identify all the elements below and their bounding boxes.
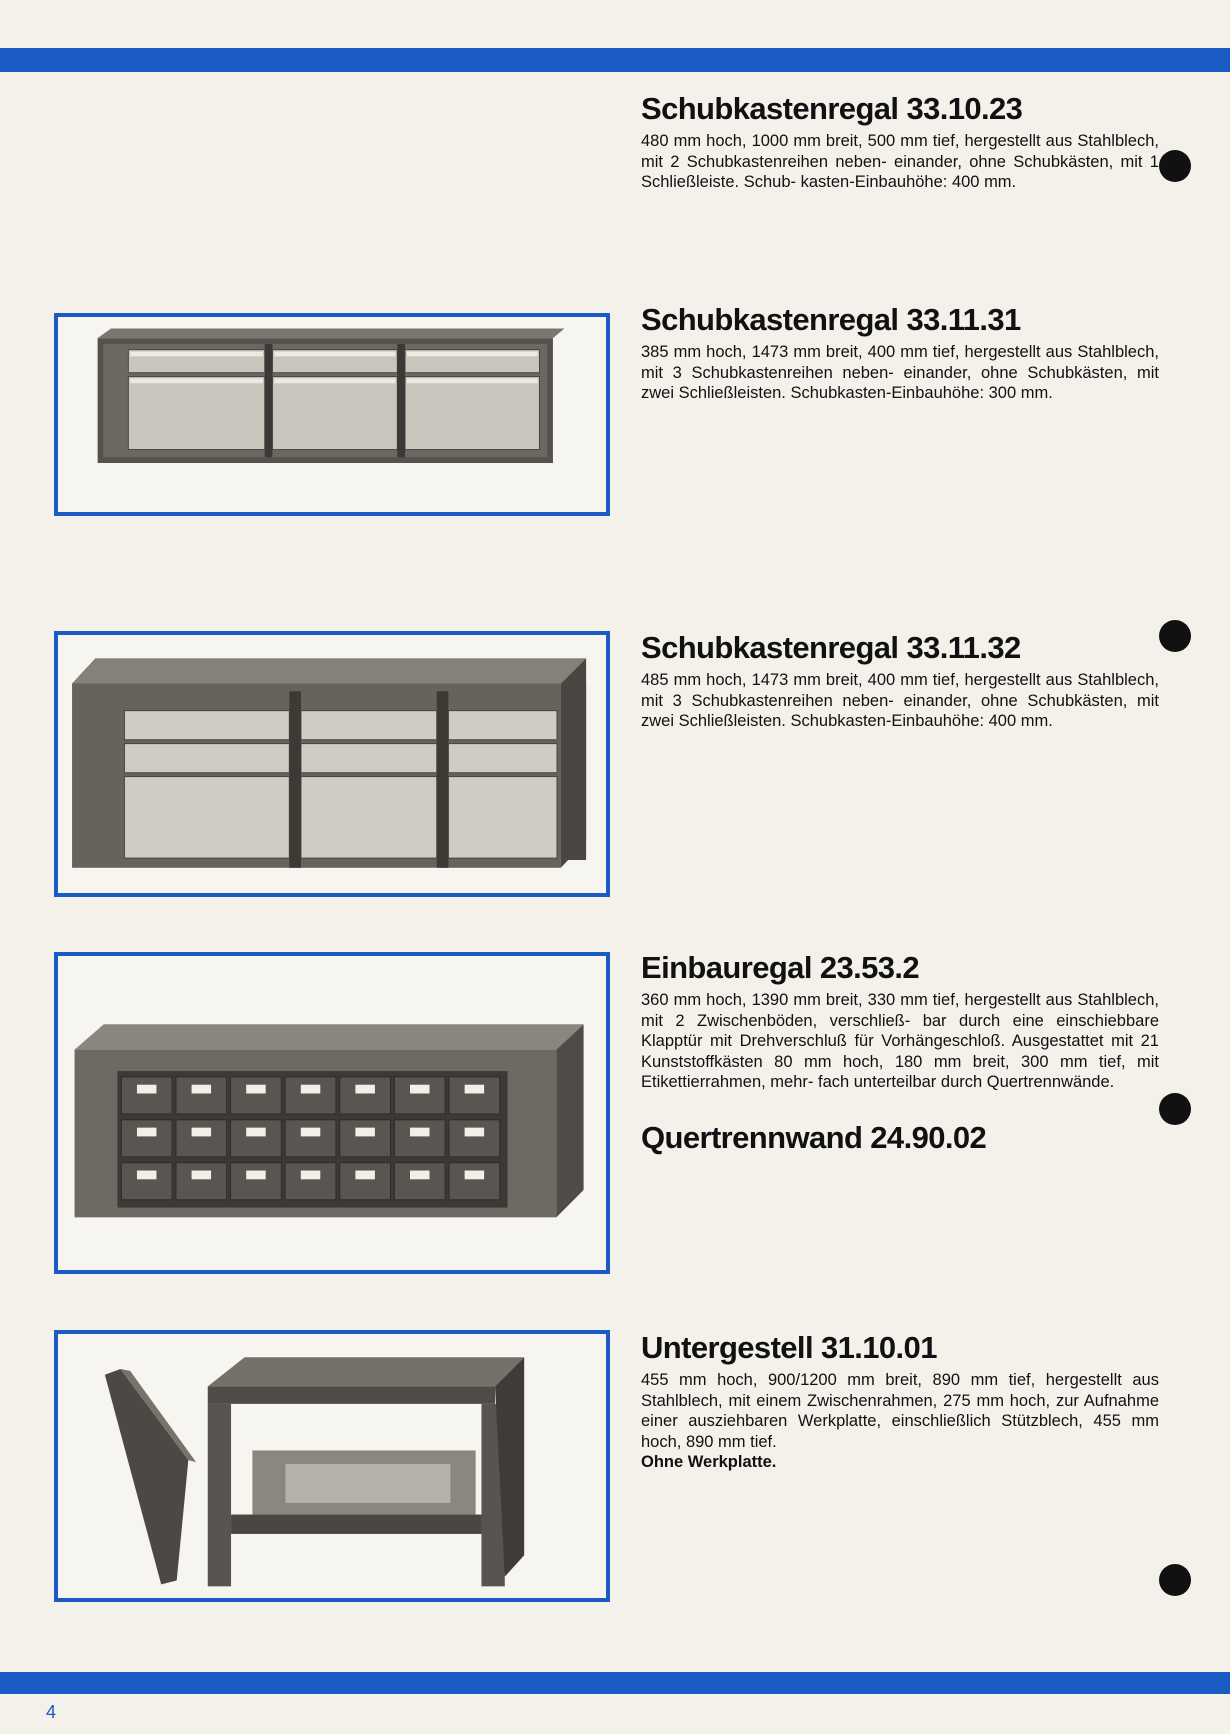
drawer-cabinet-3-columns-illustration — [58, 317, 606, 512]
entry-title: Einbauregal 23.53.2 — [641, 950, 920, 985]
storage-bin — [176, 1163, 227, 1200]
bin-label-holder — [355, 1085, 375, 1094]
bin-label-holder — [465, 1085, 485, 1094]
entry-line: bar durch eine einschiebbare Klapptür mit Drehverschluß für — [641, 1011, 1159, 1050]
page-number: 4 — [46, 1702, 57, 1722]
bin-label-holder — [137, 1128, 157, 1137]
storage-bin — [231, 1077, 282, 1114]
binder-hole — [1159, 620, 1191, 652]
storage-bin — [285, 1163, 336, 1200]
bin-label-holder — [137, 1171, 157, 1180]
binder-hole — [1159, 1093, 1191, 1125]
bin-label-holder — [137, 1085, 157, 1094]
base-frame-illustration — [58, 1334, 606, 1598]
entry-line: 485 mm hoch, 1473 mm breit, 400 mm tief, — [641, 671, 960, 689]
bin-label-holder — [355, 1171, 375, 1180]
photo-einbauregal-23-53-2 — [54, 952, 610, 1274]
drawer-cabinet-tall-3-columns-illustration — [58, 635, 606, 893]
bin-label-holder — [246, 1128, 266, 1137]
entry-line: 360 mm hoch, 1390 mm breit, 330 mm tief, — [641, 991, 960, 1009]
entry-line: einander, ohne Schubkästen, mit 1 Schließleiste. Schub- — [641, 152, 1159, 191]
bin-label-holder — [301, 1171, 321, 1180]
entry-description — [641, 670, 1159, 732]
storage-bin — [449, 1163, 500, 1200]
photo-schubkastenregal-33-11-31 — [54, 313, 610, 516]
bin-label-holder — [246, 1085, 266, 1094]
entry-schubkastenregal-33-10-23 — [641, 91, 1159, 193]
entry-line: hergestellt aus Stahlblech, mit 2 Schubkastenreihen neben- — [641, 132, 1159, 171]
entry-line: 275 mm hoch, zur Aufnahme einer ausziehbaren Werkplatte, — [641, 1391, 1159, 1430]
storage-bin — [231, 1120, 282, 1157]
entry-schubkastenregal-33-11-32 — [641, 630, 1159, 732]
entry-schubkastenregal-33-11-31 — [641, 302, 1159, 404]
entry-line: hergestellt aus Stahlblech, mit 2 Zwischenböden, verschließ- — [641, 991, 1159, 1030]
bin-label-holder — [465, 1128, 485, 1137]
entry-line: einander, ohne Schubkästen, mit zwei Schließleisten. — [641, 363, 1159, 402]
entry-description — [641, 342, 1159, 404]
photo-schubkastenregal-33-11-32 — [54, 631, 610, 897]
entry-line: einander, ohne Schubkästen, mit zwei Schließleisten. — [641, 691, 1159, 730]
entry-description — [641, 131, 1159, 193]
storage-bin — [231, 1163, 282, 1200]
binder-hole — [1159, 150, 1191, 182]
storage-bin — [176, 1120, 227, 1157]
entry-quertrennwand-24-90-02 — [641, 1120, 1159, 1160]
bin-label-holder — [246, 1171, 266, 1180]
storage-bin — [394, 1163, 445, 1200]
entry-title: Schubkastenregal 33.10.23 — [641, 91, 1023, 126]
entry-line: hoch, 180 mm breit, 300 mm tief, mit Etikettierrahmen, mehr- — [641, 1052, 1160, 1091]
entry-einbauregal-23-53-2 — [641, 950, 1159, 1093]
storage-bin — [121, 1163, 172, 1200]
storage-bin — [449, 1120, 500, 1157]
bin-label-holder — [192, 1085, 212, 1094]
entry-description — [641, 990, 1159, 1093]
entry-title: Schubkastenregal 33.11.31 — [641, 302, 1021, 337]
entry-description — [641, 1370, 1159, 1452]
entry-line: 385 mm hoch, 1473 mm breit, 400 mm tief, — [641, 343, 960, 361]
entry-line: kasten-Einbauhöhe: 400 mm. — [800, 173, 1017, 191]
bin-label-holder — [192, 1171, 212, 1180]
entry-line: einschließlich Stützblech, 455 mm hoch, 890 mm tief. — [641, 1412, 1160, 1451]
storage-bin — [340, 1077, 391, 1114]
storage-bin — [121, 1077, 172, 1114]
binder-hole — [1159, 1564, 1191, 1596]
entry-line: fach unterteilbar durch Quertrennwände. — [817, 1073, 1115, 1091]
top-color-band — [0, 48, 1230, 72]
entry-untergestell-31-10-01 — [641, 1330, 1159, 1473]
bin-label-holder — [192, 1128, 212, 1137]
bin-label-holder — [465, 1171, 485, 1180]
entry-title: Schubkastenregal 33.11.32 — [641, 630, 1021, 665]
bin-label-holder — [410, 1085, 430, 1094]
storage-bin — [340, 1120, 391, 1157]
entry-line: Schubkasten-Einbauhöhe: 300 mm. — [790, 384, 1053, 402]
entry-line: hergestellt aus Stahlblech, mit einem Zwischenrahmen, — [641, 1371, 1159, 1410]
storage-bin — [121, 1120, 172, 1157]
bin-cabinet-illustration — [58, 956, 606, 1270]
bin-label-holder — [410, 1171, 430, 1180]
bin-label-holder — [301, 1085, 321, 1094]
photo-untergestell-31-10-01 — [54, 1330, 610, 1602]
entry-title: Quertrennwand 24.90.02 — [641, 1120, 987, 1155]
storage-bin — [285, 1077, 336, 1114]
entry-line: hergestellt aus Stahlblech, mit 3 Schubkastenreihen neben- — [641, 671, 1159, 710]
storage-bin — [285, 1120, 336, 1157]
entry-title: Untergestell 31.10.01 — [641, 1330, 937, 1365]
entry-line: 455 mm hoch, 900/1200 mm breit, 890 mm tief, — [641, 1371, 1036, 1389]
bin-label-holder — [301, 1128, 321, 1137]
storage-bin — [394, 1120, 445, 1157]
entry-note: Ohne Werkplatte. — [641, 1453, 777, 1471]
entry-line: Schubkasten-Einbauhöhe: 400 mm. — [790, 712, 1053, 730]
storage-bin — [340, 1163, 391, 1200]
storage-bin — [394, 1077, 445, 1114]
bin-label-holder — [410, 1128, 430, 1137]
storage-bin — [176, 1077, 227, 1114]
entry-line: Vorhängeschloß. Ausgestattet mit 21 Kunststoffkästen 80 mm — [641, 1032, 1159, 1071]
entry-line: hergestellt aus Stahlblech, mit 3 Schubkastenreihen neben- — [641, 343, 1159, 382]
entry-line: 480 mm hoch, 1000 mm breit, 500 mm tief, — [641, 132, 960, 150]
bin-label-holder — [355, 1128, 375, 1137]
bottom-color-band — [0, 1672, 1230, 1694]
storage-bin — [449, 1077, 500, 1114]
